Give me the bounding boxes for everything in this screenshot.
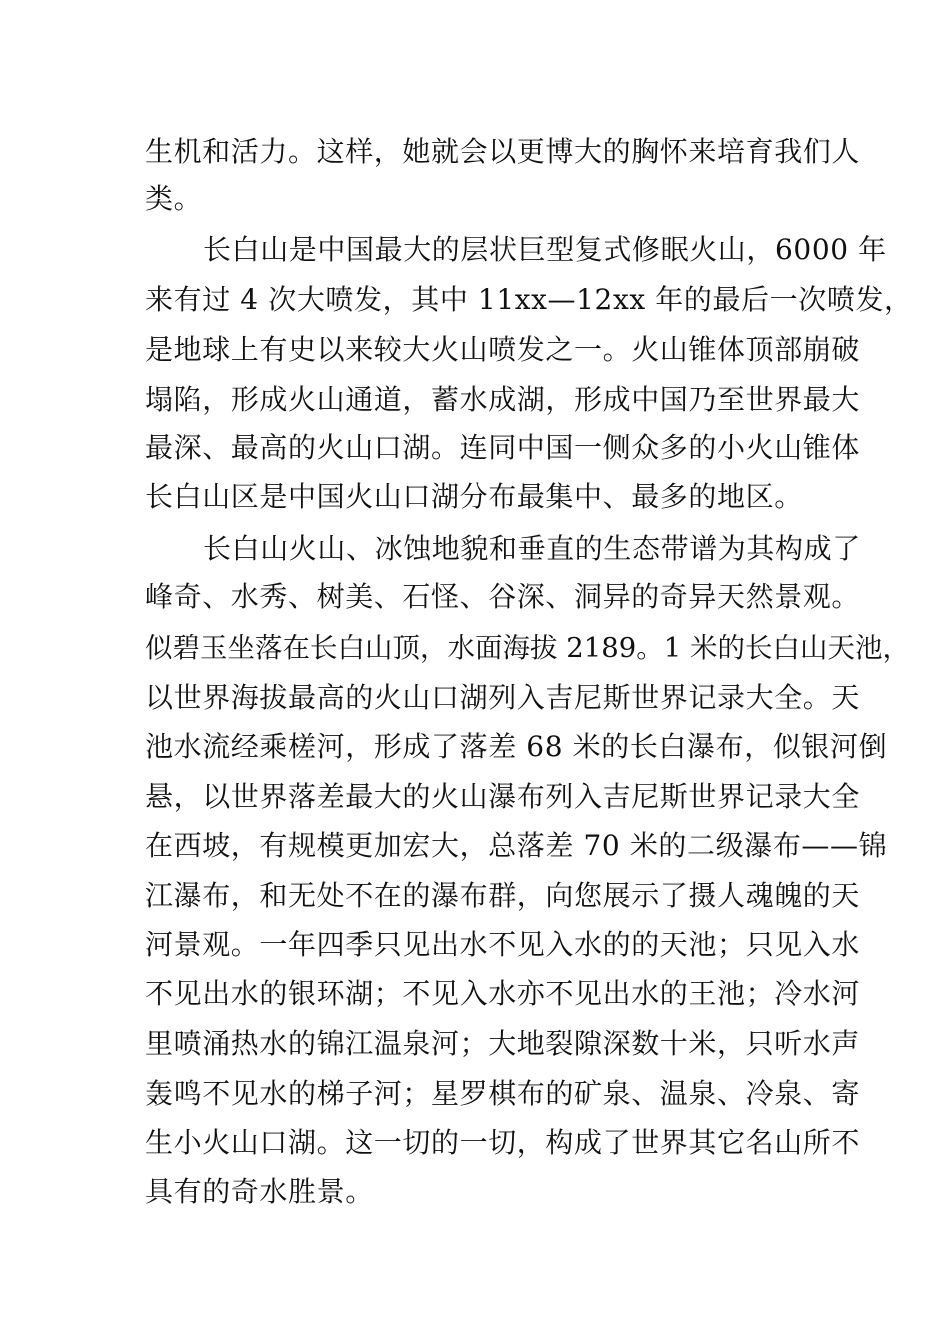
- text-line: 生机和活力。这样，她就会以更博大的胸怀来培育我们人: [145, 135, 861, 168]
- text-line: 池水流经乘槎河，形成了落差 68 米的长白瀑布，似银河倒: [145, 730, 888, 763]
- text-line: 里喷涌热水的锦江温泉河；大地裂隙深数十米，只听水声: [145, 1027, 861, 1060]
- text-line: 长白山是中国最大的层状巨型复式修眠火山，6000 年: [203, 233, 887, 266]
- text-line: 最深、最高的火山口湖。连同中国一侧众多的小火山锥体: [145, 431, 861, 464]
- text-line: 是地球上有史以来较大火山喷发之一。火山锥体顶部崩破: [145, 333, 861, 366]
- text-line: 江瀑布，和无处不在的瀑布群，向您展示了摄人魂魄的天: [145, 879, 861, 912]
- text-line: 生小火山口湖。这一切的一切，构成了世界其它名山所不: [145, 1126, 861, 1159]
- text-line: 河景观。一年四季只见出水不见入水的的天池；只见入水: [145, 928, 861, 961]
- text-line: 长白山火山、冰蚀地貌和垂直的生态带谱为其构成了: [203, 532, 861, 565]
- text-line: 轰鸣不见水的梯子河；星罗棋布的矿泉、温泉、冷泉、寄: [145, 1077, 861, 1110]
- text-line: 塌陷，形成火山通道，蓄水成湖，形成中国乃至世界最大: [145, 383, 861, 416]
- text-line: 似碧玉坐落在长白山顶，水面海拔 2189。1 米的长白山天池，: [145, 632, 910, 664]
- text-line: 峰奇、水秀、树美、石怪、谷深、洞异的奇异天然景观。: [145, 580, 861, 613]
- text-line: 以世界海拔最高的火山口湖列入吉尼斯世界记录大全。天: [145, 681, 861, 714]
- text-line: 来有过 4 次大喷发，其中 11xx—12xx 年的最后一次喷发，: [145, 283, 913, 316]
- text-line: 在西坡，有规模更加宏大，总落差 70 米的二级瀑布——锦: [145, 829, 888, 862]
- text-line: 不见出水的银环湖；不见入水亦不见出水的王池；冷水河: [145, 977, 861, 1010]
- text-line: 类。: [145, 182, 203, 215]
- text-line: 具有的奇水胜景。: [145, 1175, 374, 1208]
- text-line: 悬，以世界落差最大的火山瀑布列入吉尼斯世界记录大全: [145, 780, 861, 813]
- text-line: 长白山区是中国火山口湖分布最集中、最多的地区。: [145, 480, 803, 513]
